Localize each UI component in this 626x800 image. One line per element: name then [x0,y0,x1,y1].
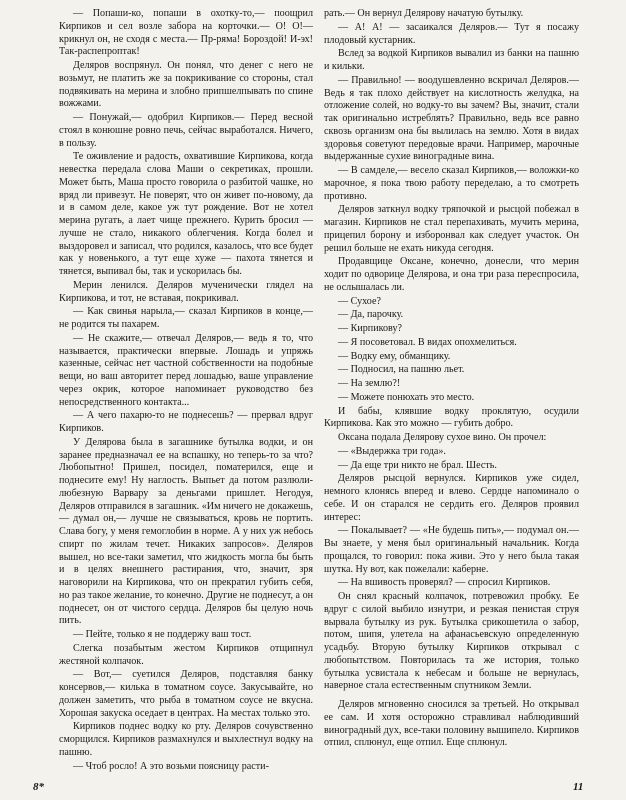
paragraph: Он снял красный колпачок, потревожил пробку. Ее вдруг с силой выбило изнутри, и резкая пенистая струя вырвала бутылку из рук. Бутылка срикошетила о забор, потом, шипя, улетела на афанасьевскую определенную усадьбу. Вторую бутылку Кирпиков открывал с любопытством. Повторилась та же история, только бутылка усвистала к небесам и больше не вернулась, наверное стала естественным спутником Земли. [324,591,579,692]
paragraph: — Вот,— суетился Деляров, подставляя банку консервов,— килька в томатном соусе. Закусывайте, но должен заметить, что рыба в томатном соусе не вкусна. Хорошая закуска оседает в центрах. На местах только это. [59,669,313,719]
paragraph: — А! А! — засаикался Деляров.— Тут я посажу плодовый кустарник. [324,21,579,46]
paragraph: Мерин ленился. Деляров мученически глядел на Кирпикова, и тот, не вставая, покрикивал. [59,279,313,304]
page-number-right: 11 [573,781,584,793]
paragraph: — Как свинья нарыла,— сказал Кирпиков в конце,— не родится ты пахарем. [59,306,313,330]
page-number-left: 8* [33,781,44,793]
paragraph: — Водку ему, обманщику. [338,350,451,362]
paragraph: Деляров воспрянул. Он понял, что денег с него не возьмут, не платить же за покрикивание со стороны, стал подвякивать на мерина и злобно припшелпывать по спине вожжами. [59,60,313,110]
paragraph: — Попаши-ко, попаши в охотку-то,— поощрил Кирпиков и сел возле забора на корточки.— О! О!— крикнул он, не сходя с места.— Пр-ряма! Бороздой! И-эх! Так-распепроптак! [59,8,313,58]
paragraph: — Не скажите,— отвечал Деляров,— ведь я то, что называется, практически впервые. Лошадь и упряжь казенные, сейчас нет частной собственности на подобные вещи, но ваш авторитет перед лошадью, ваше управление через окрик, которое напоминает руководство без непосредственного контакта... [59,332,313,408]
paragraph: — На землю?! [338,378,401,389]
paragraph: Оксана подала Делярову сухое вино. Он прочел: [338,432,547,443]
paragraph: У Делярова была в загашнике бутылка водки, и он заранее предназначал ее на вспашку, но теперь-то за что? Любопытно! Пришел, посидел, поматерился, еще и поднесите ему! Ну наглость. Выпьет да потом разлюли-любезную Варвару за деньгами пришлет. Негодуя, Деляров отправился в загашник. «Им ничего не докажешь,— думал он,— лучше не связываться, кровь не портить. Слава богу, у меня гемоглобин в норме. А у них уж небось спирт по жилам течет. Никаких запросов». Деляров вышел, но все-таки заметил, что жидкость могла бы быть и в целях внешнего растирания, что, значит, зря наговорили на Кирпикова, что он прекратил губить себя, но раз такое желание, то конечно. Другие не поднесут, а он поднесет, он от чистого сердца. Деляров бы целую ночь пить. [59,436,314,627]
paragraph: Деляров мгновенно сносился за третьей. Но открывал ее сам. И хотя осторожно стравливал наблюдивший виноградный дух, все-таки половину вышипело. Кирпиков отпил, сплюнул, еще отпил. Еще сплюнул. [324,699,579,749]
paragraph: Деляров заткнул водку тряпочкой и рысцой побежал в магазин. Кирпиков не стал перепахивать, мучить мерина, прицепил борону и изборонвал как следует участок. Он решил больше не ехать никуда сегодня. [324,204,579,254]
paragraph: Вслед за водкой Кирпиков вывалил из банки на пашню и кильки. [324,48,579,72]
left-text-column [59,8,313,773]
paragraph: — Да еще три никто не брал. Шесть. [338,459,497,471]
paragraph: Продавщице Оксане, конечно, донесли, что мерин ходит по одворице Делярова, и она три раза переспросила, не ослышалась ли. [324,256,579,293]
paragraph: — Понужай,— одобрил Кирпиков.— Перед весной стоял в конюшне ровно печь, сейчас выработался. Ничего, в пользу. [59,112,313,149]
paragraph: — Сухое? [338,295,381,307]
paragraph: — В самделе,— весело сказал Кирпиков,— воложки-ко марочное, я пока твою работу переделаю, а то смотреть противно. [324,165,579,202]
paragraph: — Подносил, на пашню льет. [338,364,465,376]
paragraph: — Чтоб росло! А это возьми поясницу расти- [73,760,269,772]
paragraph: Деляров рысцой вернулся. Кирпиков уже сидел, немного клонясь вперед и влево. Сердце напоминало о себе. И он старался не сердить его. Деляров проявил интерес: [324,473,579,523]
paragraph: — «Выдержка три года». [338,445,446,457]
paragraph: — Правильно! — воодушевленно вскричал Деляров.— Ведь я так плохо действует на кислотность желудка, на отложение солей, но водку-то вы зачем? Вы, значит, стали так оригинально истреблять? Правильно, ведь все равно сквозь организм она бы вылилась на землю. Хотя в видах здоровья советуют передовые врачи. Например, марочные выдержанные сухие виноградные вина. [324,74,579,163]
paragraph: — На вшивость проверял? — спросил Кирпиков. [338,577,551,589]
paragraph: Кирпиков поднес водку ко рту. Деляров сочувственно сморщился. Кирпиков размахнулся и выхлестнул водку на пашню. [59,721,313,758]
paragraph: Те оживление и радость, охватившие Кирпикова, когда невестка передала слова Маши о секретиках, прошли. Может быть, Маша просто говорила о разбитой чашке, но вряд ли привезут. Не поверят, что он живет по-новому, да и в самом деле, какое уж тут рождение. Вот не хотел мерина ругать, а лает чище прежнего. Курить бросил — лучше не стало, никакого облегчения. Когда болел и выздоровел и записал, что родился, казалось, что все будет как у новенького, а тут еще хуже — пахота тянется и тянется, выпивал бы, так и ускорилась бы. [59,151,313,277]
paragraph: — Я посоветовал. В видах опохмелиться. [338,336,517,348]
paragraph: — А чего пахарю-то не поднесешь? — прервал вдруг Кирпиков. [59,410,313,434]
paragraph: — Пейте, только я не поддержу ваш тост. [73,629,252,640]
paragraph: — Можете понюхать это место. [338,391,475,403]
paragraph: — Покалывает? — «Не будешь пить»,— подумал он.— Вы знаете, у меня был оригинальный начальник. Когда прощался, то говорил: пока живи. Это у него была такая шутка. Ну вот, как пожелали: каберне. [324,525,579,575]
paragraph: — Да, парочку. [338,309,404,321]
paragraph: — Кирпикову? [338,323,402,334]
paragraph: Слегка позабытым жестом Кирпиков отщипнул жестяной колпачок. [59,642,313,667]
right-text-column [324,8,579,750]
paragraph: рать.— Он вернул Делярову начатую бутылку. [324,8,524,19]
paragraph: И бабы, клявшие водку проклятую, осудили Кирпикова. Как это можно — губить добро. [324,405,579,430]
